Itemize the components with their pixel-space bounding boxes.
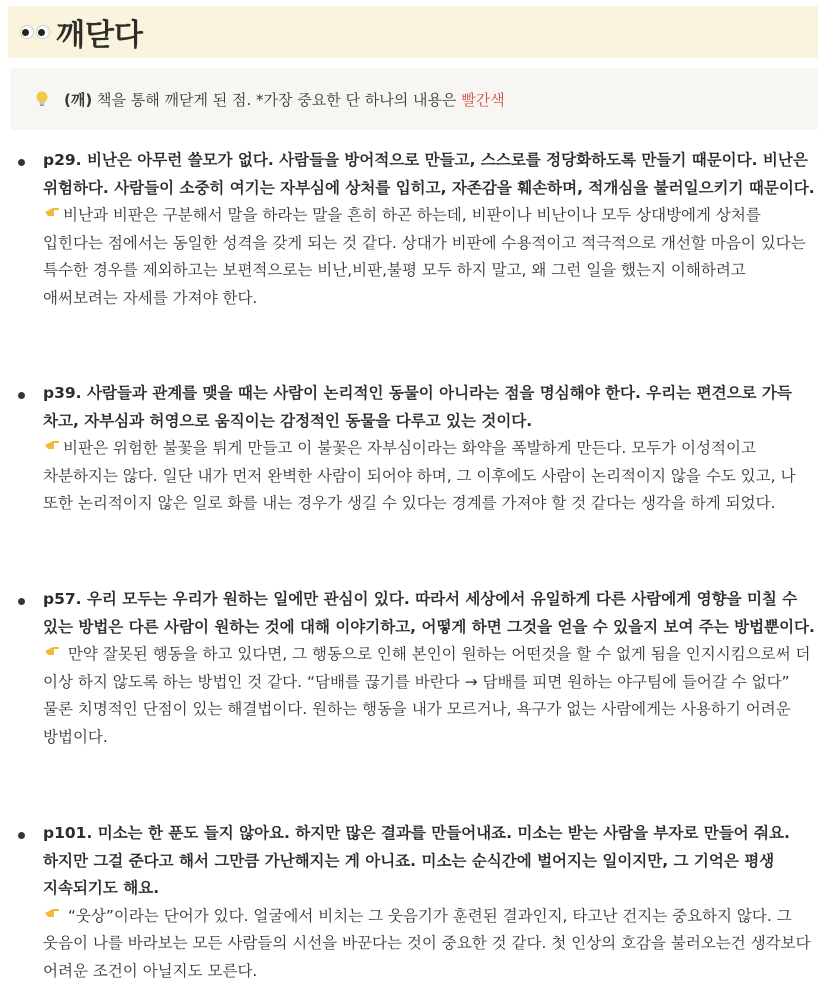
pointing-hand-icon (43, 641, 61, 669)
pointing-hand-icon (43, 202, 61, 230)
pointing-hand-icon (43, 903, 61, 931)
book-quote: p39. 사람들과 관계를 맺을 때는 사람이 논리적인 동물이 아니라는 점을 명심해야 한다. 우리는 편견으로 가득 차고, 자부심과 허영으로 움직이는 감정적인 동물을 다루고 있는 것이다. (43, 384, 792, 430)
bullet-dot (18, 598, 25, 605)
reflection-text: 만약 잘못된 행동을 하고 있다면, 그 행동으로 인해 본인이 원하는 어떤것을 할 수 없게 됨을 인지시킴으로써 더 이상 하지 않도록 하는 방법인 것 같다. “담배를 끊기를 바란다 → 담배를 피면 원하는 야구팀에 들어갈 수 없다” 물론 치명적인 단점이 있는 해결법이다. 원하는 행동을 내가 모르거나, 욕구가 없는 사람에게는 사용하기 어려운 방법이다. (43, 645, 811, 746)
callout-text (64, 89, 505, 110)
reflection-note (43, 202, 815, 312)
list-item-body (43, 380, 815, 518)
eyes-icon (20, 25, 52, 39)
eye-right-icon (36, 25, 50, 39)
bullet-dot (18, 159, 25, 166)
book-quote: p29. 비난은 아무런 쓸모가 없다. 사람들을 방어적으로 만들고, 스스로를 정당화하도록 만들기 때문이다. 비난은 위험하다. 사람들이 소중히 여기는 자부심에 상처를 입히고, 자존감을 훼손하며, 적개심을 불러일으키기 때문이다. (43, 151, 815, 197)
bullet-dot (18, 392, 25, 399)
list-item-body (43, 147, 815, 312)
callout-prefix: (깨) (64, 90, 93, 109)
pointing-hand-icon (43, 435, 61, 463)
book-quote: p57. 우리 모두는 우리가 원하는 일에만 관심이 있다. 따라서 세상에서 유일하게 다른 사람에게 영향을 미칠 수 있는 방법은 다른 사람이 원하는 것에 대해 이야기하고, 어떻게 하면 그것을 얻을 수 있을지 보여 주는 방법뿐이다. (43, 590, 815, 636)
reflection-note (43, 903, 815, 986)
reflection-text: “웃상”이라는 단어가 있다. 얼굴에서 비치는 그 웃음기가 훈련된 결과인지, 타고난 건지는 중요하지 않다. 그 웃음이 나를 바라보는 모든 사람들의 시선을 바꾼다는 것이 중요한 것 같다. 첫 인상의 호감을 불러오는건 생각보다 어려운 조건이 아닐지도 모른다. (43, 906, 811, 980)
page-title: 깨닫다 (56, 18, 143, 53)
lightbulb-icon (32, 89, 52, 109)
bullet-dot (18, 832, 25, 839)
eye-left-icon (20, 25, 34, 39)
reflection-note (43, 435, 815, 518)
book-quote: p101. 미소는 한 푼도 들지 않아요. 하지만 많은 결과를 만들어내죠. 미소는 받는 사람을 부자로 만들어 줘요. 하지만 그걸 준다고 해서 그만큼 가난해지는 게 아니죠. 미소는 순식간에 벌어지는 일이지만, 그 기억은 평생 지속되기도 해요. (43, 824, 790, 897)
callout-body: 책을 통해 깨닫게 된 점. *가장 중요한 단 하나의 내용은 (92, 90, 462, 109)
page-header (8, 6, 818, 58)
callout-box (10, 68, 818, 130)
list-item-body (43, 820, 815, 985)
reflection-note (43, 641, 815, 751)
reflection-text: 비난과 비판은 구분해서 말을 하라는 말을 흔히 하곤 하는데, 비판이나 비난이나 모두 상대방에게 상처를 입힌다는 점에서는 동일한 성격을 갖게 되는 것 같다. 상대가 비판에 수용적이고 적극적으로 개선할 마음이 있다는 특수한 경우를 제외하고는 보편적으로는 비난,비판,불평 모두 하지 말고, 왜 그런 일을 했는지 이해하려고 애써보려는 자세를 가져야 한다. (43, 206, 806, 307)
list-item-body (43, 586, 815, 751)
reflection-text: 비판은 위험한 불꽃을 튀게 만들고 이 불꽃은 자부심이라는 화약을 폭발하게 만든다. 모두가 이성적이고 차분하지는 않다. 일단 내가 먼저 완벽한 사람이 되어야 하며, 그 이후에도 사람이 논리적이지 않을 수도 있고, 나 또한 논리적이지 않은 일로 화를 내는 경우가 생길 수 있다는 경계를 가져야 할 것 같다는 생각을 하게 되었다. (43, 439, 796, 512)
callout-highlight: 빨간색 (461, 90, 505, 109)
